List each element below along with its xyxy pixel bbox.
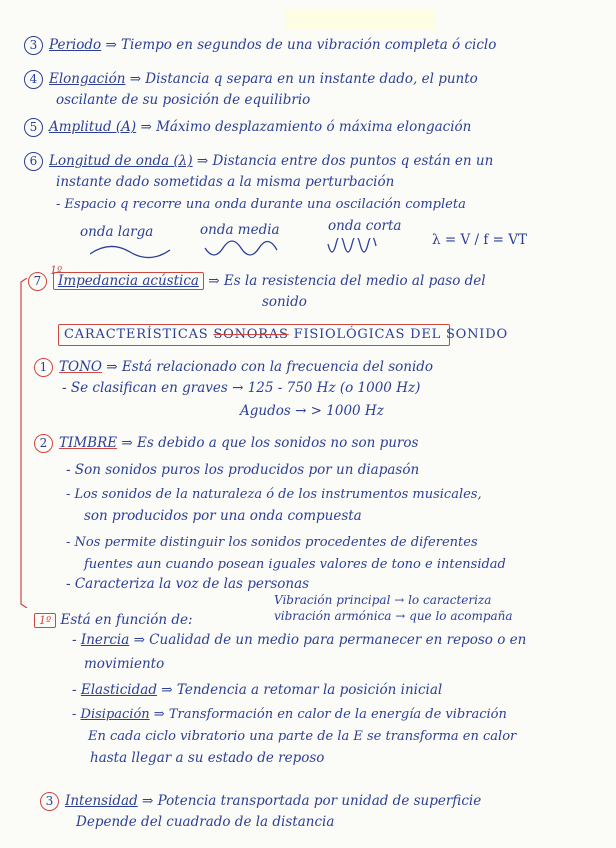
definition: ⇒ Tiempo en segundos de una vibración completa ó ciclo [105, 37, 497, 53]
definition-continued: movimiento [84, 656, 165, 672]
definition: ⇒ Es la resistencia del medio al paso del [208, 273, 486, 289]
definition-continued: oscilante de su posición de equilibrio [56, 92, 311, 108]
wave-label-short: onda corta [328, 218, 402, 234]
bullet-continued: son producidos por una onda compuesta [84, 508, 362, 524]
factor-elasticidad: - Elasticidad ⇒ Tendencia a retomar la posición inicial [72, 682, 443, 698]
wave-long-drawing [90, 246, 170, 257]
title-part: CARACTERÍSTICAS [64, 327, 209, 342]
term: Elongación [49, 71, 126, 87]
item-intensidad [40, 792, 481, 811]
section-title [64, 327, 508, 343]
term: Inercia [80, 632, 130, 648]
definition: ⇒ Transformación en calor de la energía de vibración [153, 707, 507, 722]
title-part: FISIOLÓGICAS DEL SONIDO [293, 327, 508, 342]
definition: ⇒ Distancia q separa en un instante dado, el punto [129, 71, 478, 87]
item-number: 1 [34, 358, 53, 377]
definition: ⇒ Cualidad de un medio para permanecer en reposo o en [133, 632, 527, 648]
item-elongacion [24, 70, 478, 89]
side-note: Vibración principal → lo caracteriza [274, 593, 492, 607]
definition: ⇒ Es debido a que los sonidos no son puros [121, 435, 419, 451]
term: TONO [59, 359, 102, 375]
red-bracket-line [17, 278, 31, 608]
term: Intensidad [65, 793, 138, 809]
definition: ⇒ Máximo desplazamiento ó máxima elongación [140, 119, 472, 135]
definition-continued: Depende del cuadrado de la distancia [76, 814, 335, 830]
priority-tag: 1º [34, 613, 56, 628]
item-number: 3 [40, 792, 59, 811]
term: Impedancia acústica [53, 272, 204, 290]
item-longitud-onda [24, 152, 493, 171]
bullet-continued: fuentes aun cuando posean iguales valores de tono e intensidad [84, 557, 506, 572]
definition-continued: hasta llegar a su estado de reposo [90, 750, 325, 766]
definition-continued: sonido [262, 294, 307, 310]
wavelength-formula: λ = V / f = VT [432, 232, 527, 248]
definition-continued: En cada ciclo vibratorio una parte de la E se transforma en calor [88, 729, 517, 744]
bullet: - Espacio q recorre una onda durante una oscilación completa [56, 197, 466, 212]
term: Elasticidad [80, 682, 157, 698]
priority-tag: 1º [50, 264, 63, 277]
wave-label-long: onda larga [80, 224, 154, 240]
factor-inercia: - Inercia ⇒ Cualidad de un medio para permanecer en reposo o en [72, 632, 527, 648]
item-number: 5 [24, 118, 43, 137]
title-struck-word: SONORAS [213, 327, 289, 342]
definition: ⇒ Distancia entre dos puntos q están en un [196, 153, 494, 169]
highlight-mark [285, 10, 435, 30]
term: TIMBRE [59, 435, 118, 451]
term: Periodo [49, 37, 102, 53]
item-periodo [24, 36, 496, 55]
wave-short-drawing [328, 238, 376, 252]
function-of [34, 612, 193, 629]
bullet: - Caracteriza la voz de las personas [66, 576, 310, 592]
bullet: - Son sonidos puros los producidos por un diapasón [66, 462, 420, 478]
item-number: 3 [24, 36, 43, 55]
item-impedancia [28, 272, 486, 291]
bullet: - Se clasifican en graves → 125 - 750 Hz (o 1000 Hz) [62, 380, 421, 396]
wave-label-mid: onda media [200, 222, 280, 238]
factor-disipacion: - Disipación ⇒ Transformación en calor de la energía de vibración [72, 707, 507, 722]
item-number: 4 [24, 70, 43, 89]
wave-sketches [90, 238, 420, 264]
definition: ⇒ Está relacionado con la frecuencia del sonido [106, 359, 434, 375]
bullet: - Los sonidos de la naturaleza ó de los instrumentos musicales, [66, 487, 482, 502]
item-number: 2 [34, 434, 53, 453]
side-note: vibración armónica → que lo acompaña [274, 609, 513, 623]
item-number: 6 [24, 152, 43, 171]
term: Amplitud (A) [49, 119, 137, 135]
item-tono [34, 358, 433, 377]
definition-continued: instante dado sometidas a la misma perturbación [56, 174, 395, 190]
bullet: - Nos permite distinguir los sonidos procedentes de diferentes [66, 535, 478, 550]
item-amplitud [24, 118, 471, 137]
term: Longitud de onda (λ) [49, 153, 193, 169]
wave-mid-drawing [205, 241, 277, 255]
item-timbre [34, 434, 418, 453]
item-number: 7 [28, 272, 47, 291]
definition: ⇒ Tendencia a retomar la posición inicial [161, 682, 443, 698]
definition: ⇒ Potencia transportada por unidad de superficie [142, 793, 482, 809]
function-of-label: Está en función de: [60, 612, 193, 628]
bullet-continued: Agudos → > 1000 Hz [240, 403, 384, 419]
term: Disipación [80, 707, 150, 722]
